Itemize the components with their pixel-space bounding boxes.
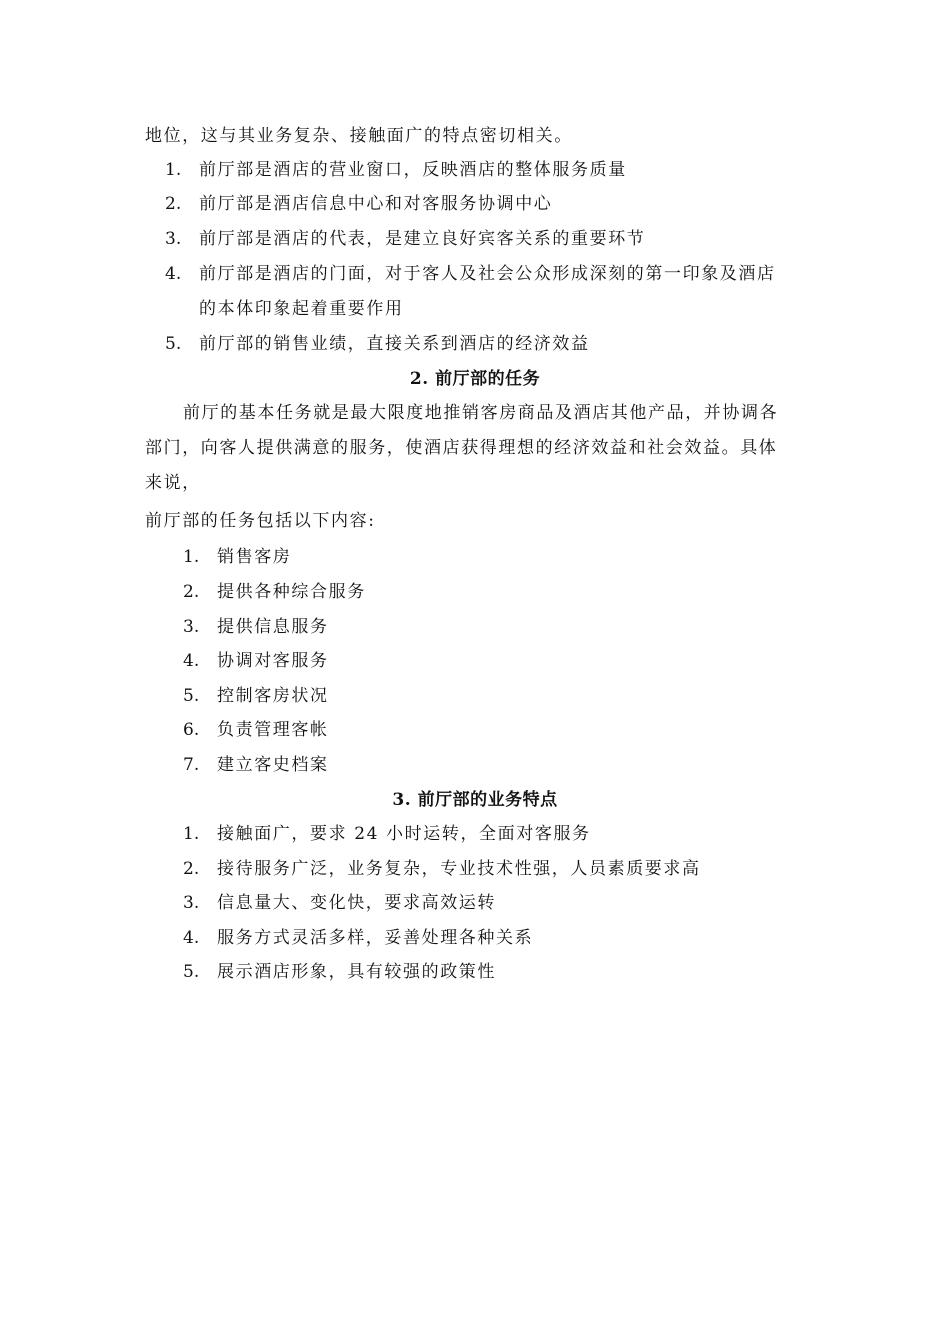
list-item — [165, 158, 627, 182]
list-item-number: 7. — [183, 755, 200, 775]
list-item-text: 提供信息服务 — [217, 617, 329, 637]
paragraph-line: 部门，向客人提供满意的服务，使酒店获得理想的经济效益和社会效益。具体 — [145, 438, 778, 458]
list-item-number: 4. — [165, 264, 182, 284]
intro-tail-text: 地位，这与其业务复杂、接触面广的特点密切相关。 — [145, 126, 573, 146]
list-item-number: 5. — [183, 962, 200, 982]
list-item-number: 6. — [183, 720, 200, 740]
list-item — [183, 615, 329, 639]
list-item-text: 服务方式灵活多样，妥善处理各种关系 — [217, 928, 534, 948]
list-item — [165, 262, 776, 286]
list-item-number: 1. — [183, 547, 200, 567]
list-item-number: 4. — [183, 651, 200, 671]
list-item-number: 3. — [183, 617, 200, 637]
list-item-number: 2. — [183, 859, 200, 879]
list-item — [183, 718, 329, 742]
list-item-text: 前厅部是酒店的门面，对于客人及社会公众形成深刻的第一印象及酒店 — [199, 264, 776, 284]
list-item-number: 1. — [183, 824, 200, 844]
list-item-text: 信息量大、变化快，要求高效运转 — [217, 893, 496, 913]
list-item-text: 建立客史档案 — [217, 755, 329, 775]
list-item — [183, 926, 533, 950]
paragraph-line: 来说， — [145, 473, 201, 493]
list-item-text: 前厅部是酒店的营业窗口，反映酒店的整体服务质量 — [199, 160, 627, 180]
list-item-text: 前厅部是酒店的代表，是建立良好宾客关系的重要环节 — [199, 229, 646, 249]
list-item-text: 负责管理客帐 — [217, 720, 329, 740]
list-item — [165, 332, 590, 356]
section-heading: 3. 前厅部的业务特点 — [392, 790, 558, 810]
list-item-text: 接待服务广泛，业务复杂，专业技术性强，人员素质要求高 — [217, 859, 701, 879]
list-item — [183, 960, 496, 984]
list-item — [183, 580, 366, 604]
list-item — [183, 684, 329, 708]
paragraph-line: 前厅的基本任务就是最大限度地推销客房商品及酒店其他产品，并协调各 — [183, 403, 779, 423]
section-heading: 2. 前厅部的任务 — [409, 369, 541, 389]
list-item-number: 5. — [165, 334, 182, 354]
list-item-text: 前厅部是酒店信息中心和对客服务协调中心 — [199, 194, 553, 214]
list-item-text: 接触面广，要求 24 小时运转，全面对客服务 — [217, 824, 591, 844]
list-item-number: 5. — [183, 686, 200, 706]
list-item — [183, 857, 701, 881]
list-item-text: 销售客房 — [217, 547, 292, 567]
list-item — [183, 891, 496, 915]
list-item — [183, 545, 291, 569]
list-item-text: 协调对客服务 — [217, 651, 329, 671]
list-item-text: 前厅部的销售业绩，直接关系到酒店的经济效益 — [199, 334, 590, 354]
list-item-text: 控制客房状况 — [217, 686, 329, 706]
list-item-continuation: 的本体印象起着重要作用 — [199, 299, 404, 319]
list-item-number: 2. — [183, 582, 200, 602]
list-item-number: 2. — [165, 194, 182, 214]
list-item-text: 展示酒店形象，具有较强的政策性 — [217, 962, 496, 982]
list-item — [165, 192, 552, 216]
list-item-text: 提供各种综合服务 — [217, 582, 366, 602]
list-lead-text: 前厅部的任务包括以下内容: — [145, 511, 376, 531]
list-item — [183, 822, 591, 846]
list-item — [165, 227, 645, 251]
list-item-number: 3. — [165, 229, 182, 249]
list-item-number: 4. — [183, 928, 200, 948]
list-item — [183, 649, 329, 673]
list-item — [183, 753, 329, 777]
list-item-number: 1. — [165, 160, 182, 180]
list-item-number: 3. — [183, 893, 200, 913]
